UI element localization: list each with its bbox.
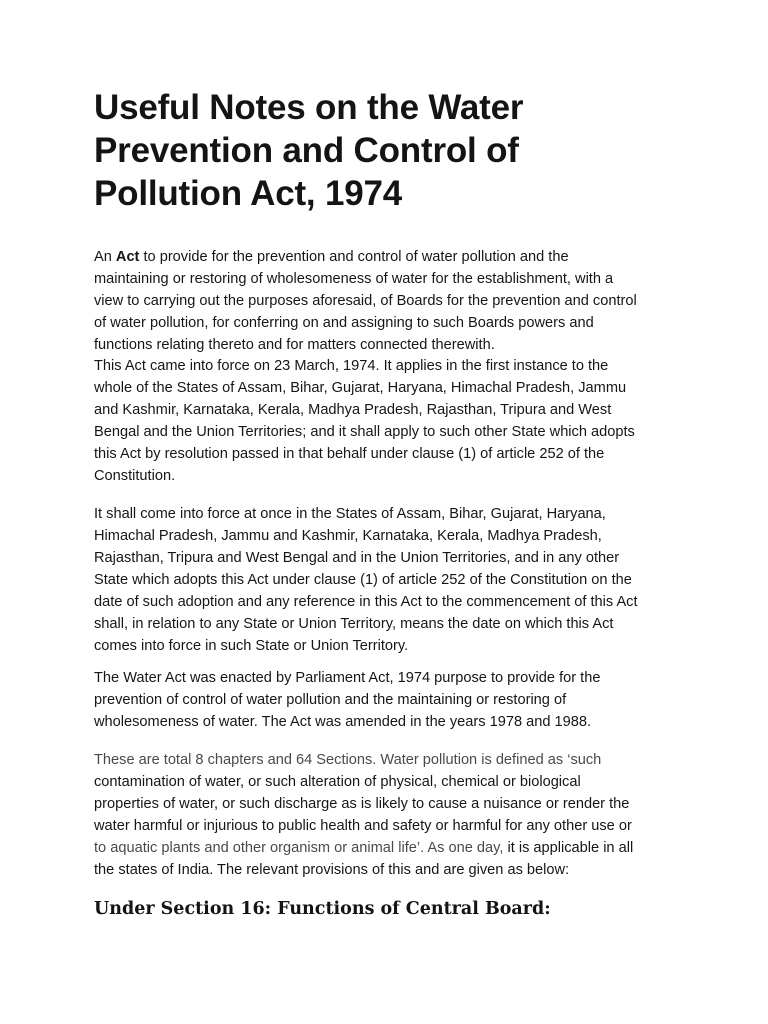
paragraph-line: date of such adoption and any reference in this Act to the commencement of this Act [94, 594, 638, 610]
paragraph-line [94, 837, 684, 859]
text-run: An [94, 249, 116, 265]
paragraph-line: and Kashmir, Karnataka, Kerala, Madhya Pradesh, Rajasthan, Tripura and West [94, 402, 612, 418]
paragraph-line: wholesomeness of water. The Act was amended in the years 1978 and 1988. [94, 714, 592, 730]
paragraph-line: Bengal and the Union Territories; and it shall apply to such other State which adopts [94, 424, 635, 440]
paragraph-line: water harmful or injurious to public health and safety or harmful for any other use or [94, 818, 632, 834]
text-run: to provide for the prevention and control of water pollution and the [139, 249, 569, 265]
title-line: Prevention and Control of [94, 131, 519, 170]
paragraph-line: Constitution. [94, 468, 176, 484]
paragraph-line: This Act came into force on 23 March, 1974. It applies in the first instance to the [94, 358, 609, 374]
paragraph-act-definition [94, 246, 684, 356]
paragraph-line: whole of the States of Assam, Bihar, Gujarat, Haryana, Himachal Pradesh, Jammu [94, 380, 627, 396]
paragraph-line: State which adopts this Act under clause (1) of article 252 of the Constitution on the [94, 572, 632, 588]
paragraph-definition-pollution [94, 749, 684, 881]
paragraph-line: It shall come into force at once in the States of Assam, Bihar, Gujarat, Haryana, [94, 506, 606, 522]
paragraph-line: of water pollution, for conferring on and assigning to such Boards powers and [94, 315, 594, 331]
paragraph-line: contamination of water, or such alteration of physical, chemical or biological [94, 774, 581, 790]
title-line: Pollution Act, 1974 [94, 174, 403, 213]
paragraph-line: properties of water, or such discharge as is likely to cause a nuisance or render the [94, 796, 630, 812]
paragraph-line: maintaining or restoring of wholesomeness of water for the establishment, with a [94, 271, 614, 287]
section-heading: Under Section 16: Functions of Central Board: [94, 899, 551, 919]
paragraph-force-in-states [94, 503, 684, 657]
paragraph-commencement [94, 355, 684, 487]
paragraph-line: functions relating thereto and for matters connected therewith. [94, 337, 495, 353]
bold-term-act: Act [115, 249, 140, 265]
page-title [94, 86, 694, 215]
paragraph-line: Himachal Pradesh, Jammu and Kashmir, Karnataka, Kerala, Madhya Pradesh, [94, 528, 602, 544]
text-run: it is applicable in all [507, 840, 634, 856]
paragraph-enactment [94, 667, 684, 733]
paragraph-line: this Act by resolution passed in that behalf under clause (1) of article 252 of the [94, 446, 605, 462]
paragraph-line: view to carrying out the purposes aforesaid, of Boards for the prevention and control [94, 293, 637, 309]
paragraph-line: the states of India. The relevant provisions of this and are given as below: [94, 862, 570, 878]
title-line: Useful Notes on the Water [94, 88, 524, 127]
paragraph-line: shall, in relation to any State or Union Territory, means the date on which this Act [94, 616, 614, 632]
paragraph-line: comes into force in such State or Union Territory. [94, 638, 409, 654]
paragraph-line: Rajasthan, Tripura and West Bengal and in the Union Territories, and in any other [94, 550, 620, 566]
paragraph-line: prevention of control of water pollution and the maintaining or restoring of [94, 692, 567, 708]
paragraph-line [94, 246, 684, 268]
text-run: to aquatic plants and other organism or animal life’. As one day, [94, 840, 508, 856]
paragraph-line: These are total 8 chapters and 64 Sections. Water pollution is defined as ‘such [94, 752, 602, 768]
paragraph-line: The Water Act was enacted by Parliament Act, 1974 purpose to provide for the [94, 670, 601, 686]
